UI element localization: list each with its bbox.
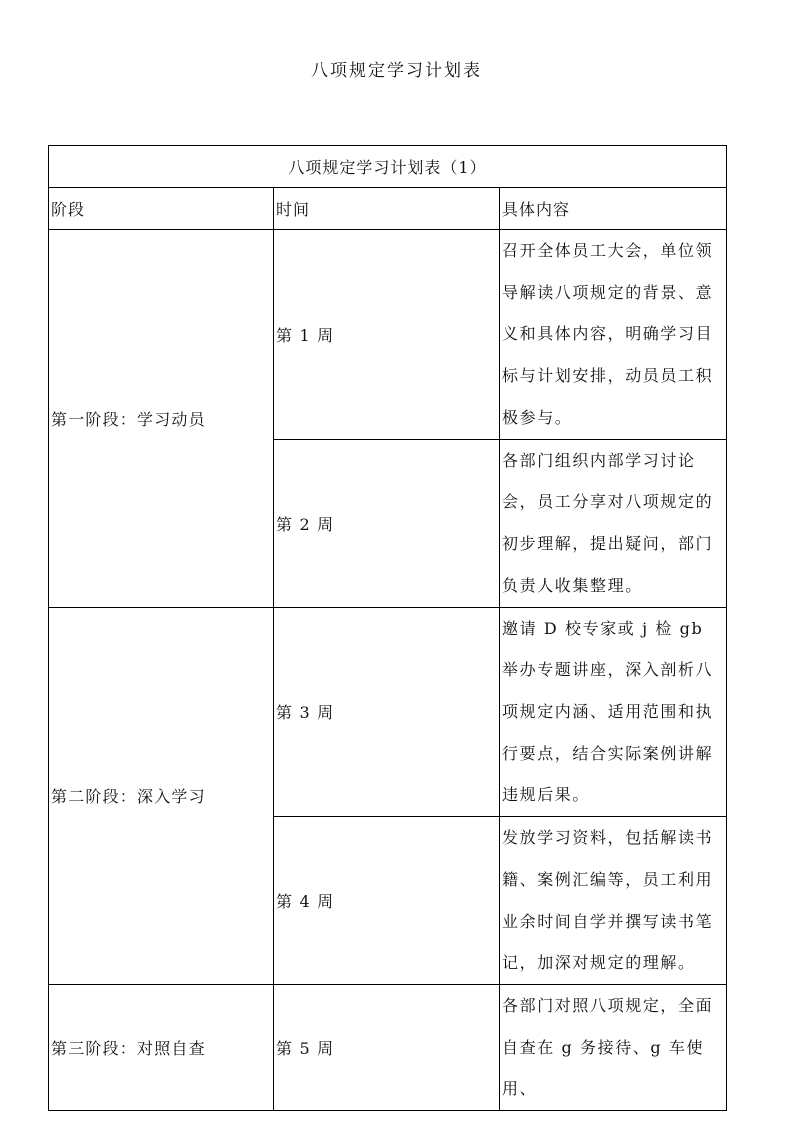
content-cell: 邀请 D 校专家或 j 检 gb 举办专题讲座，深入剖析八项规定内涵、适用范围和执行要点，结合实际案例讲解违规后果。 [500, 607, 727, 817]
week-cell: 第 5 周 [274, 985, 500, 1111]
stage-cell: 第三阶段：对照自查 [49, 985, 274, 1111]
content-cell: 各部门组织内部学习讨论会，员工分享对八项规定的初步理解，提出疑问，部门负责人收集整理。 [500, 439, 727, 607]
stage-cell: 第二阶段：深入学习 [49, 607, 274, 985]
stage-cell: 第一阶段：学习动员 [49, 230, 274, 608]
table-header-row [49, 188, 727, 230]
content-cell: 各部门对照八项规定，全面自查在 g 务接待、g 车使用、 [500, 985, 727, 1111]
table-caption-row [49, 146, 727, 188]
table-caption: 八项规定学习计划表（1） [49, 146, 727, 188]
table-row [49, 985, 727, 1111]
content-cell: 召开全体员工大会，单位领导解读八项规定的背景、意义和具体内容，明确学习目标与计划安排，动员员工积极参与。 [500, 230, 727, 440]
header-time: 时间 [274, 188, 500, 230]
content-cell: 发放学习资料，包括解读书籍、案例汇编等，员工利用业余时间自学并撰写读书笔记，加深对规定的理解。 [500, 817, 727, 985]
study-plan-table [48, 145, 727, 1111]
week-cell: 第 4 周 [274, 817, 500, 985]
header-stage: 阶段 [49, 188, 274, 230]
header-content: 具体内容 [500, 188, 727, 230]
week-cell: 第 2 周 [274, 439, 500, 607]
week-cell: 第 3 周 [274, 607, 500, 817]
table-row [49, 230, 727, 440]
table-row [49, 607, 727, 817]
week-cell: 第 1 周 [274, 230, 500, 440]
document-title: 八项规定学习计划表 [311, 61, 482, 81]
